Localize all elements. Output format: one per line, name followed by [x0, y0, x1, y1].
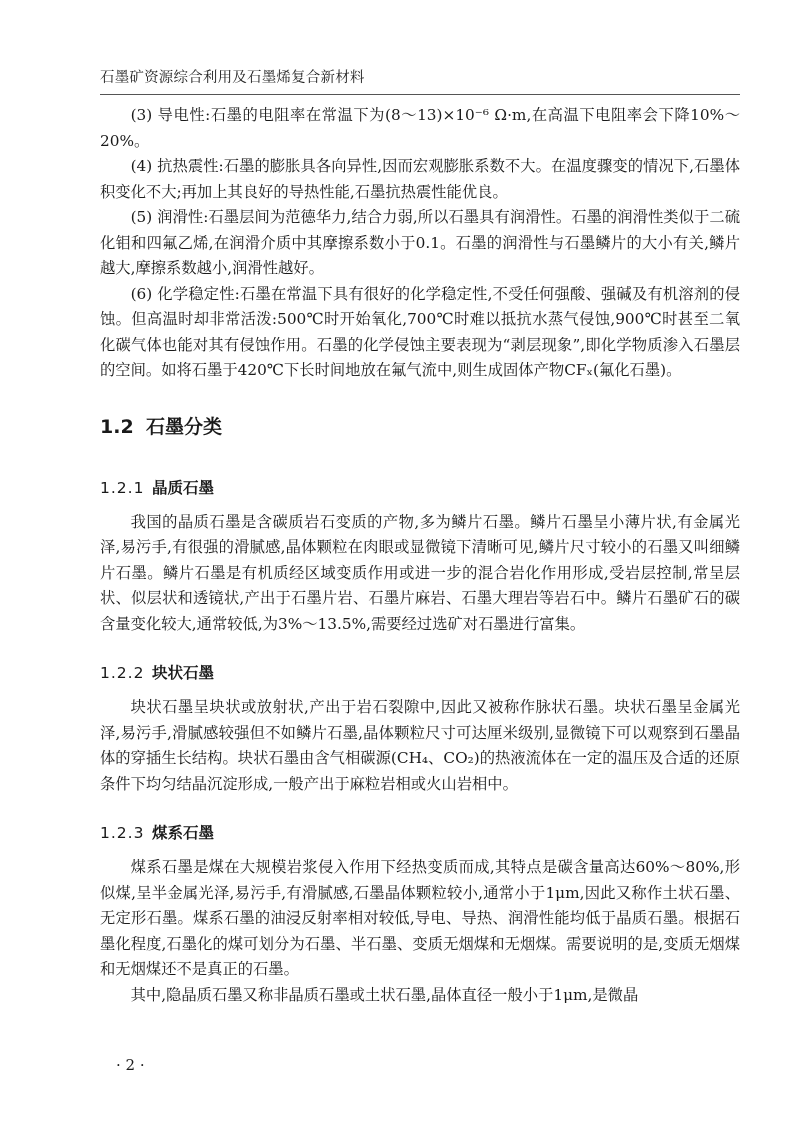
subsection-number: 1.2.1 — [100, 478, 145, 497]
property-text: 石墨层间为范德华力,结合力弱,所以石墨具有润滑性。石墨的润滑性类似于二硫化钼和四氟乙烯,在润滑介质中其摩擦系数小于0.1。石墨的润滑性与石墨鳞片的大小有关,鳞片越大,摩擦系数越小,润滑性越好。 — [100, 208, 740, 277]
subsection-number: 1.2.2 — [100, 664, 145, 682]
subsection-heading — [100, 821, 740, 845]
subsection-number: 1.2.3 — [100, 824, 145, 842]
property-text: 石墨在常温下具有很好的化学稳定性,不受任何强酸、强碱及有机溶剂的侵蚀。但高温时却非常活泼:500℃时开始氧化,700℃时难以抵抗水蒸气侵蚀,900℃时甚至二氧化碳气体也能对其有侵蚀作用。石墨的化学侵蚀主要表现为“剥层现象”,即化学物质渗入石墨层的空间。如将石墨于420℃下长时间地放在氟气流中,则生成固体产物CFₓ(氟化石墨)。 — [100, 284, 740, 379]
section-title: 石墨分类 — [146, 415, 223, 438]
body-paragraph: 我国的晶质石墨是含碳质岩石变质的产物,多为鳞片石墨。鳞片石墨呈小薄片状,有金属光泽,易污手,有很强的滑腻感,晶体颗粒在肉眼或显微镜下清晰可见,鳞片尺寸较小的石墨又叫细鳞片石墨。鳞片石墨是有机质经区域变质作用或进一步的混合岩化作用形成,受岩层控制,常呈层状、似层状和透镜状,产出于石墨片岩、石墨片麻岩、石墨大理岩等岩石中。鳞片石墨矿石的碳含量变化较大,通常较低,为3%～13.5%,需要经过选矿对石墨进行富集。 — [100, 512, 740, 633]
page-number: · 2 · — [116, 1056, 145, 1074]
property-paragraph-conductivity — [100, 103, 740, 154]
header-rule — [100, 94, 740, 95]
property-paragraph-lubricity — [100, 205, 740, 282]
subsection-heading — [100, 661, 740, 685]
property-label: (5) 润滑性: — [130, 208, 209, 226]
property-text: 石墨的电阻率在常温下为(8～13)×10⁻⁶ Ω·m,在高温下电阻率会下降10%～20%。 — [100, 106, 740, 150]
property-label: (3) 导电性: — [130, 106, 211, 124]
subsection-title: 煤系石墨 — [152, 824, 215, 842]
property-paragraph-chemical-stability — [100, 282, 740, 384]
body-paragraph: 煤系石墨是煤在大规模岩浆侵入作用下经热变质而成,其特点是碳含量高达60%～80%,形似煤,呈半金属光泽,易污手,有滑腻感,石墨晶体颗粒较小,通常小于1μm,因此又称作土状石墨、无定形石墨。煤系石墨的油浸反射率相对较低,导电、导热、润滑性能均低于晶质石墨。根据石墨化程度,石墨化的煤可划分为石墨、半石墨、变质无烟煤和无烟煤。需要说明的是,变质无烟煤和无烟煤还不是真正的石墨。 — [100, 858, 740, 978]
section-number: 1.2 — [100, 415, 134, 438]
property-paragraph-thermal-shock — [100, 154, 740, 205]
subsection-heading — [100, 476, 740, 500]
property-label: (4) 抗热震性: — [130, 157, 224, 175]
property-text: 石墨的膨胀具各向异性,因而宏观膨胀系数不大。在温度骤变的情况下,石墨体积变化不大;再加上其良好的导热性能,石墨抗热震性能优良。 — [100, 157, 740, 201]
property-label: (6) 化学稳定性: — [130, 284, 240, 303]
body-paragraph: 块状石墨呈块状或放射状,产出于岩石裂隙中,因此又被称作脉状石墨。块状石墨呈金属光泽,易污手,滑腻感较强但不如鳞片石墨,晶体颗粒尺寸可达厘米级别,显微镜下可以观察到石墨晶体的穿插生长结构。块状石墨由含气相碳源(CH₄、CO₂)的热液流体在一定的温压及合适的还原条件下均匀结晶沉淀形成,一般产出于麻粒岩相或火山岩相中。 — [100, 698, 740, 793]
body-paragraph: 其中,隐晶质石墨又称非晶质石墨或土状石墨,晶体直径一般小于1μm,是微晶 — [130, 985, 639, 1004]
page-content — [100, 103, 740, 1008]
subsection-title: 块状石墨 — [152, 664, 215, 682]
running-header: 石墨矿资源综合利用及石墨烯复合新材料 — [100, 70, 365, 86]
subsection-title: 晶质石墨 — [152, 478, 215, 497]
section-heading — [100, 412, 740, 442]
